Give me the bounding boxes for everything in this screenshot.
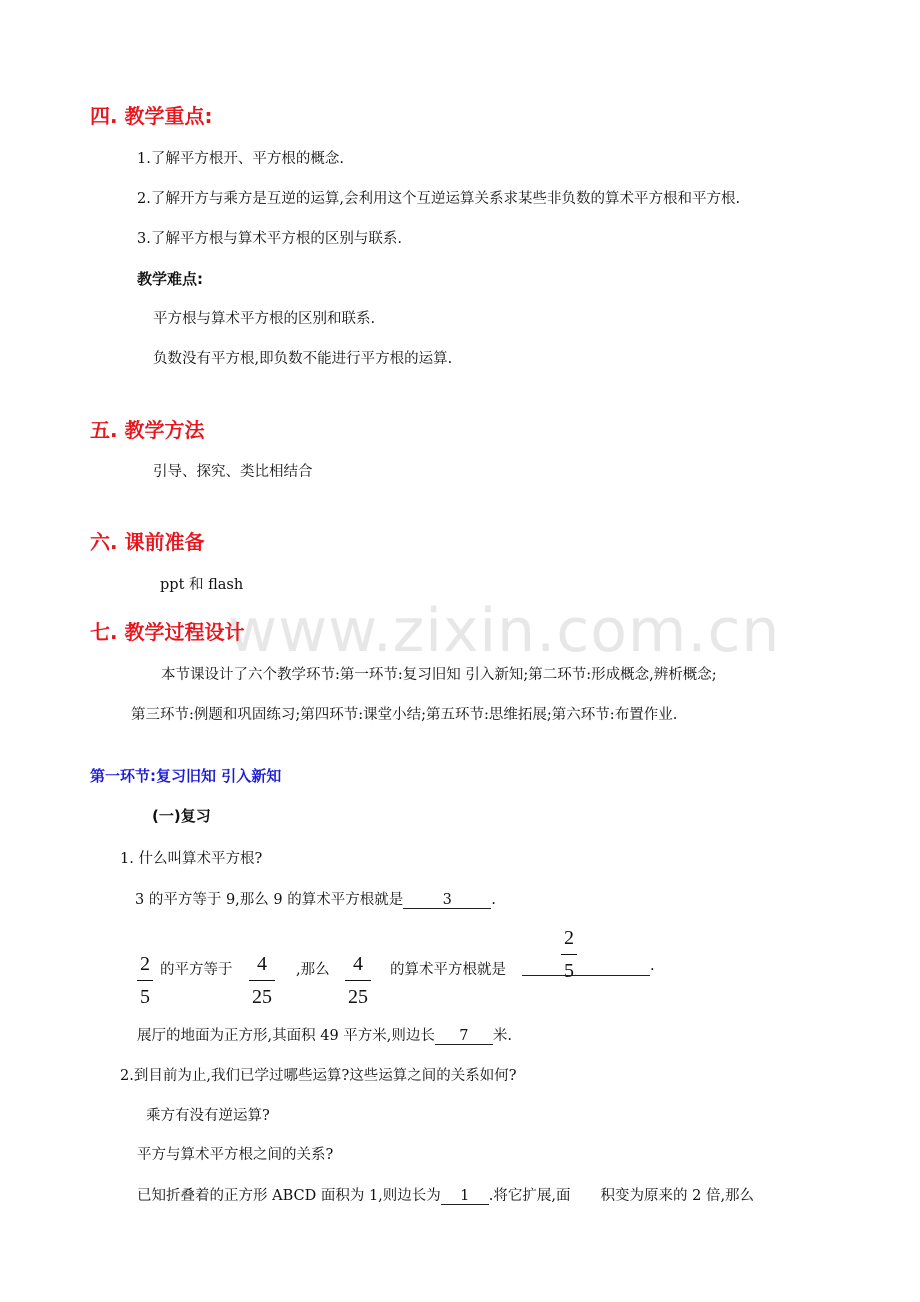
question-1c-end: 米. <box>492 1028 512 1044</box>
fraction-denominator: 25 <box>348 986 368 1008</box>
fraction-denominator: 25 <box>252 986 272 1008</box>
fraction-numerator: 4 <box>353 953 363 975</box>
fraction-line-text-1: 的平方等于 <box>160 962 233 978</box>
preparation-text: ppt 和 flash <box>160 577 244 593</box>
fraction-bar <box>137 980 153 981</box>
question-1a <box>135 888 496 909</box>
answer-blank-1a: 3 <box>403 892 491 909</box>
question-2c-end: 积变为原来的 2 倍,那么 <box>600 1188 755 1204</box>
fraction-bar <box>345 980 371 981</box>
difficulty-2: 负数没有平方根,即负数不能进行平方根的运算. <box>153 351 453 367</box>
watermark: www.zixin.com.cn <box>228 596 781 666</box>
answer-blank-1c: 7 <box>435 1028 493 1045</box>
fraction-line-end: . <box>650 958 655 974</box>
question-2c <box>137 1184 754 1205</box>
part-1-title: 第一环节:复习旧知 引入新知 <box>90 767 282 785</box>
question-1a-end: . <box>491 892 496 908</box>
fraction-four-25ths <box>249 952 275 1009</box>
section-5-title: 五. 教学方法 <box>90 418 205 442</box>
section-4-title: 四. 教学重点: <box>90 104 213 128</box>
fraction-numerator: 2 <box>564 927 574 949</box>
answer-blank-fraction <box>522 975 650 976</box>
question-2a: 乘方有没有逆运算? <box>146 1108 270 1124</box>
fraction-numerator: 4 <box>257 953 267 975</box>
question-2: 2.到目前为止,我们已学过哪些运算?这些运算之间的关系如何? <box>120 1068 517 1084</box>
section-6-title: 六. 课前准备 <box>90 530 205 554</box>
process-intro-line-2: 第三环节:例题和巩固练习;第四环节:课堂小结;第五环节:思维拓展;第六环节:布置作业. <box>131 707 678 723</box>
fraction-line-text-3: 的算术平方根就是 <box>390 962 506 978</box>
answer-blank-2c: 1 <box>441 1188 489 1205</box>
fraction-line-text-2: ,那么 <box>296 962 330 978</box>
fraction-denominator: 5 <box>564 960 574 982</box>
process-intro-line-1: 本节课设计了六个教学环节:第一环节:复习旧知 引入新知;第二环节:形成概念,辨析概念; <box>161 667 717 683</box>
fraction-two-fifths <box>137 952 153 1009</box>
review-subtitle: (一)复习 <box>152 807 211 825</box>
question-1: 1. 什么叫算术平方根? <box>120 851 263 867</box>
fraction-denominator: 5 <box>140 986 150 1008</box>
fraction-bar <box>249 980 275 981</box>
difficulty-1: 平方根与算术平方根的区别和联系. <box>153 311 376 327</box>
question-2c-mid: .将它扩展,面 <box>488 1188 571 1204</box>
fraction-four-25ths-b <box>345 952 371 1009</box>
question-1c-text: 展厅的地面为正方形,其面积 49 平方米,则边长 <box>137 1028 435 1044</box>
difficulty-title: 教学难点: <box>137 270 203 288</box>
key-point-1: 1.了解平方根开、平方根的概念. <box>137 151 344 167</box>
method-text: 引导、探究、类比相结合 <box>153 464 313 480</box>
key-point-2: 2.了解开方与乘方是互逆的运算,会利用这个互逆运算关系求某些非负数的算术平方根和平方根. <box>137 191 741 207</box>
question-1a-text: 3 的平方等于 9,那么 9 的算术平方根就是 <box>135 892 404 908</box>
key-point-3: 3.了解平方根与算术平方根的区别与联系. <box>137 231 402 247</box>
question-2b: 平方与算术平方根之间的关系? <box>137 1147 334 1163</box>
fraction-numerator: 2 <box>140 953 150 975</box>
fraction-bar <box>561 954 577 955</box>
question-2c-text: 已知折叠着的正方形 ABCD 面积为 1,则边长为 <box>137 1188 441 1204</box>
section-7-title: 七. 教学过程设计 <box>90 620 245 644</box>
question-1c <box>137 1024 512 1045</box>
